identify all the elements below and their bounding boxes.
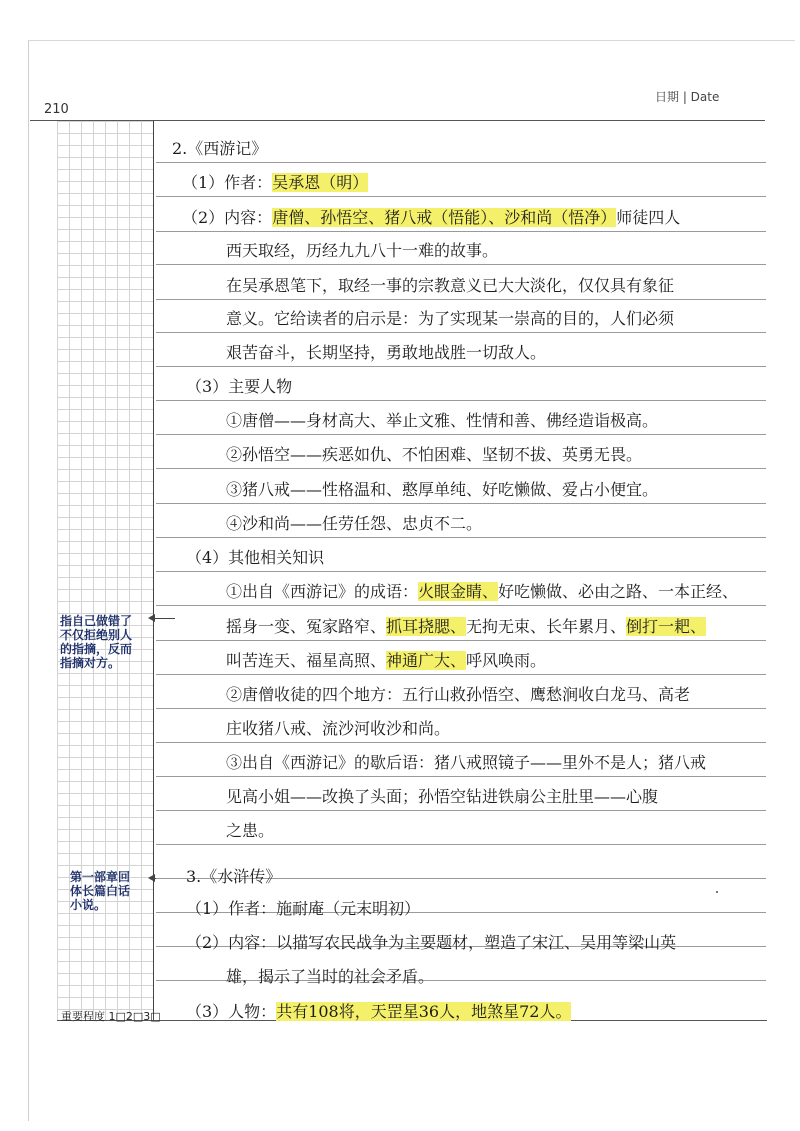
idioms-line-3 <box>226 650 546 672</box>
section-3-characters-label: （3）人物： <box>186 1002 277 1021</box>
ruled-line <box>156 844 766 845</box>
ruled-line <box>156 776 766 777</box>
side-note-1-line: 的指摘，反而 <box>60 642 133 656</box>
other-knowledge-heading: （4）其他相关知识 <box>186 548 325 567</box>
section-2-content-line-5: 艰苦奋斗，长期坚持，勇敢地战胜一切敌人。 <box>226 343 547 362</box>
author-value-highlight: 吴承恩（明） <box>272 173 369 192</box>
section-3-content-line-2: 雄，揭示了当时的社会矛盾。 <box>226 967 435 986</box>
idioms-line-2-b: 无拘无束、长年累月、 <box>466 617 627 636</box>
idioms-line-2-a: 摇身一变、冤家路窄、 <box>226 617 387 636</box>
ruled-line <box>156 434 766 435</box>
side-note-2-line: 体长篇白话 <box>70 884 131 898</box>
section-3-content-line-1: （2）内容：以描写农民战争为主要题材，塑造了宋江、吴用等梁山英 <box>186 933 677 952</box>
idioms-line-2 <box>226 616 706 638</box>
section-2-content-line-1 <box>182 207 680 229</box>
content-label: （2）内容： <box>182 208 273 227</box>
idioms-line-1 <box>226 581 738 603</box>
ruled-line <box>156 366 766 367</box>
side-note-2 <box>70 870 154 912</box>
characters-heading: （3）主要人物 <box>186 377 293 396</box>
arrow-2-head-icon <box>148 874 155 882</box>
section-2-author <box>182 172 368 194</box>
character-sha-heshang: ④沙和尚——任劳任怨、忠贞不二。 <box>226 514 483 533</box>
character-tang-seng: ①唐僧——身材高大、举止文雅、性情和善、佛经造诣极高。 <box>226 411 659 430</box>
ruled-line <box>156 674 766 675</box>
author-label: （1）作者： <box>182 173 273 192</box>
section-2-content-line-4: 意义。它给读者的启示是：为了实现某一崇高的目的，人们必须 <box>226 309 675 328</box>
side-note-2-line: 小说。 <box>70 898 107 912</box>
ruled-line <box>156 708 766 709</box>
side-note-1-line: 不仅拒绝别人 <box>60 628 133 642</box>
section-2-content-line-3: 在吴承恩笔下，取经一事的宗教意义已大大淡化，仅仅具有象征 <box>226 276 675 295</box>
ruled-line <box>156 231 766 232</box>
section-2-content-line-2: 西天取经，历经九九八十一难的故事。 <box>226 241 499 260</box>
ruled-line <box>156 605 766 606</box>
section-2-title: 2.《西游记》 <box>172 139 268 158</box>
sayings-line-3: 之患。 <box>226 821 275 840</box>
section-3-author: （1）作者：施耐庵（元末明初） <box>186 899 421 918</box>
section-3-characters <box>186 1001 571 1023</box>
places-line-2: 庄收猪八戒、流沙河收沙和尚。 <box>226 719 451 738</box>
ruled-line <box>156 299 766 300</box>
side-note-1-line: 指自己做错了 <box>60 614 133 628</box>
character-zhu-bajie: ③猪八戒——性格温和、憨厚单纯、好吃懒做、爱占小便宜。 <box>226 480 659 499</box>
idioms-intro: ①出自《西游记》的成语： <box>226 582 419 601</box>
ruled-line <box>156 162 766 163</box>
side-note-1 <box>60 614 152 670</box>
side-note-2-line: 第一部章回 <box>70 870 131 884</box>
ruled-line <box>156 810 766 811</box>
idiom-highlight-1: 火眼金睛、 <box>418 582 499 601</box>
idioms-line-3-a: 叫苦连天、福星高照、 <box>226 651 387 670</box>
sayings-line-2: 见高小姐——改换了头面；孙悟空钻进铁扇公主肚里——心腹 <box>226 787 659 806</box>
idiom-highlight-4: 神通广大、 <box>386 651 467 670</box>
ruled-line <box>156 264 766 265</box>
ruled-line <box>156 503 766 504</box>
sayings-line-1: ③出自《西游记》的歇后语：猪八戒照镜子——里外不是人；猪八戒 <box>226 753 707 772</box>
idioms-rest-1: 好吃懒做、必由之路、一本正经、 <box>498 582 739 601</box>
content-rest: 师徒四人 <box>616 208 681 227</box>
side-note-1-line: 指摘对方。 <box>60 656 121 670</box>
importance-label: 重要程度 1□2□3□ <box>61 1010 161 1023</box>
ruled-line <box>156 537 766 538</box>
generals-highlight: 共有108将，天罡星36人，地煞星72人。 <box>276 1002 572 1021</box>
character-sun-wukong: ②孙悟空——疾恶如仇、不怕困难、坚韧不拔、英勇无畏。 <box>226 445 643 464</box>
ruled-line <box>156 196 766 197</box>
arrow-1-head-icon <box>148 614 155 622</box>
idioms-line-3-b: 呼风唤雨。 <box>466 651 547 670</box>
ruled-line <box>156 640 766 641</box>
places-line-1: ②唐僧收徒的四个地方：五行山救孙悟空、鹰愁涧收白龙马、高老 <box>226 685 691 704</box>
speck <box>716 891 718 893</box>
ruled-line <box>156 571 766 572</box>
ruled-line <box>156 400 766 401</box>
idiom-highlight-2: 抓耳挠腮、 <box>386 617 467 636</box>
page-number: 210 <box>44 102 69 117</box>
ruled-line <box>156 742 766 743</box>
idiom-highlight-3: 倒打一耙、 <box>626 617 707 636</box>
disciples-highlight: 唐僧、孙悟空、猪八戒（悟能）、沙和尚（悟净） <box>272 208 617 227</box>
section-3-title: 3.《水浒传》 <box>186 867 282 886</box>
ruled-line <box>156 468 766 469</box>
ruled-line <box>156 332 766 333</box>
date-label: 日期 | Date <box>655 90 720 104</box>
